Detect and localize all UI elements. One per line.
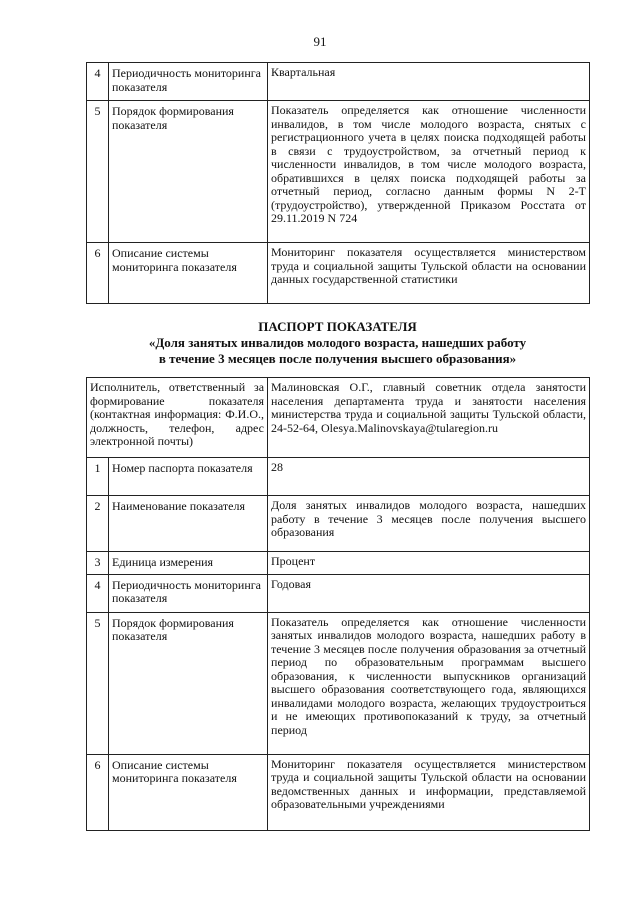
page-number: 91: [313, 34, 327, 49]
passport-title: ПАСПОРТ ПОКАЗАТЕЛЯ: [258, 319, 417, 334]
table-row-executor: [87, 378, 590, 458]
table-row: [87, 101, 590, 243]
table-row: [87, 63, 590, 101]
executor-value: Малиновская О.Г., главный советник отдела занятости населения департамента труда и занятости населения министерства труда и социальной защиты Тульской области, 24-52-64, Olesya.Malinovskaya@tularegion.ru: [268, 378, 590, 458]
table-row: [87, 574, 590, 612]
row-value: Мониторинг показателя осуществляется министерством труда и социальной защиты Тульской области на основании ведомственных данных и информации, представляемой образовательными учреждениями: [268, 754, 590, 830]
row-number: 3: [87, 552, 109, 575]
row-label: Номер паспорта показателя: [109, 458, 268, 496]
passport-subtitle-line1: «Доля занятых инвалидов молодого возраста, нашедших работу: [148, 335, 527, 350]
row-number: 4: [87, 574, 109, 612]
row-number: 4: [87, 63, 109, 101]
row-label: Порядок формирования показателя: [109, 101, 268, 243]
table-row: [87, 754, 590, 830]
table-row: [87, 552, 590, 575]
row-number: 1: [87, 458, 109, 496]
row-value: Показатель определяется как отношение численности занятых инвалидов молодого возраста, нашедших работу в течение 3 месяцев после получения образования за отчетный период по образовательным программам высшего образования, к численности выпускников организаций высшего образования соответствующего года, являющихся инвалидами молодого возраста, желающих трудоустроиться и не имеющих противопоказаний к труду, за отчетный период: [268, 612, 590, 754]
row-number: 2: [87, 496, 109, 552]
row-label: Наименование показателя: [109, 496, 268, 552]
row-number: 6: [87, 243, 109, 304]
row-number: 5: [87, 101, 109, 243]
row-label: Периодичность мониторинга показателя: [109, 63, 268, 101]
passport-table: [86, 377, 590, 831]
row-label: Порядок формирования показателя: [109, 612, 268, 754]
table-row: [87, 458, 590, 496]
row-value: Доля занятых инвалидов молодого возраста, нашедших работу в течение 3 месяцев после получения высшего образования: [268, 496, 590, 552]
table-row: [87, 612, 590, 754]
row-label: Периодичность мониторинга показателя: [109, 574, 268, 612]
row-label: Единица измерения: [109, 552, 268, 575]
row-value: 28: [268, 458, 590, 496]
row-value: Показатель определяется как отношение численности инвалидов, в том числе молодого возраста, снятых с регистрационного учета в целях поиска подходящей работы в связи с трудоустройством, за отчетный период к численности инвалидов, в том числе молодого возраста, обратившихся в целях поиска подходящей работы за отчетный период, согласно данным формы N 2-Т (трудоустройство), утвержденной Приказом Росстата от 29.11.2019 N 724: [268, 101, 590, 243]
executor-label: Исполнитель, ответственный за формирование показателя (контактная информация: Ф.И.О., должность, телефон, адрес электронной почты): [87, 378, 268, 458]
table-row: [87, 496, 590, 552]
row-label: Описание системы мониторинга показателя: [109, 243, 268, 304]
row-value: Процент: [268, 552, 590, 575]
row-value: Годовая: [268, 574, 590, 612]
row-number: 5: [87, 612, 109, 754]
row-number: 6: [87, 754, 109, 830]
row-value: Квартальная: [268, 63, 590, 101]
passport-subtitle-line2: в течение 3 месяцев после получения высшего образования»: [158, 351, 517, 366]
indicator-table-continued: [86, 62, 590, 304]
table-row: [87, 243, 590, 304]
row-label: Описание системы мониторинга показателя: [109, 754, 268, 830]
row-value: Мониторинг показателя осуществляется министерством труда и социальной защиты Тульской области на основании данных государственной статистики: [268, 243, 590, 304]
